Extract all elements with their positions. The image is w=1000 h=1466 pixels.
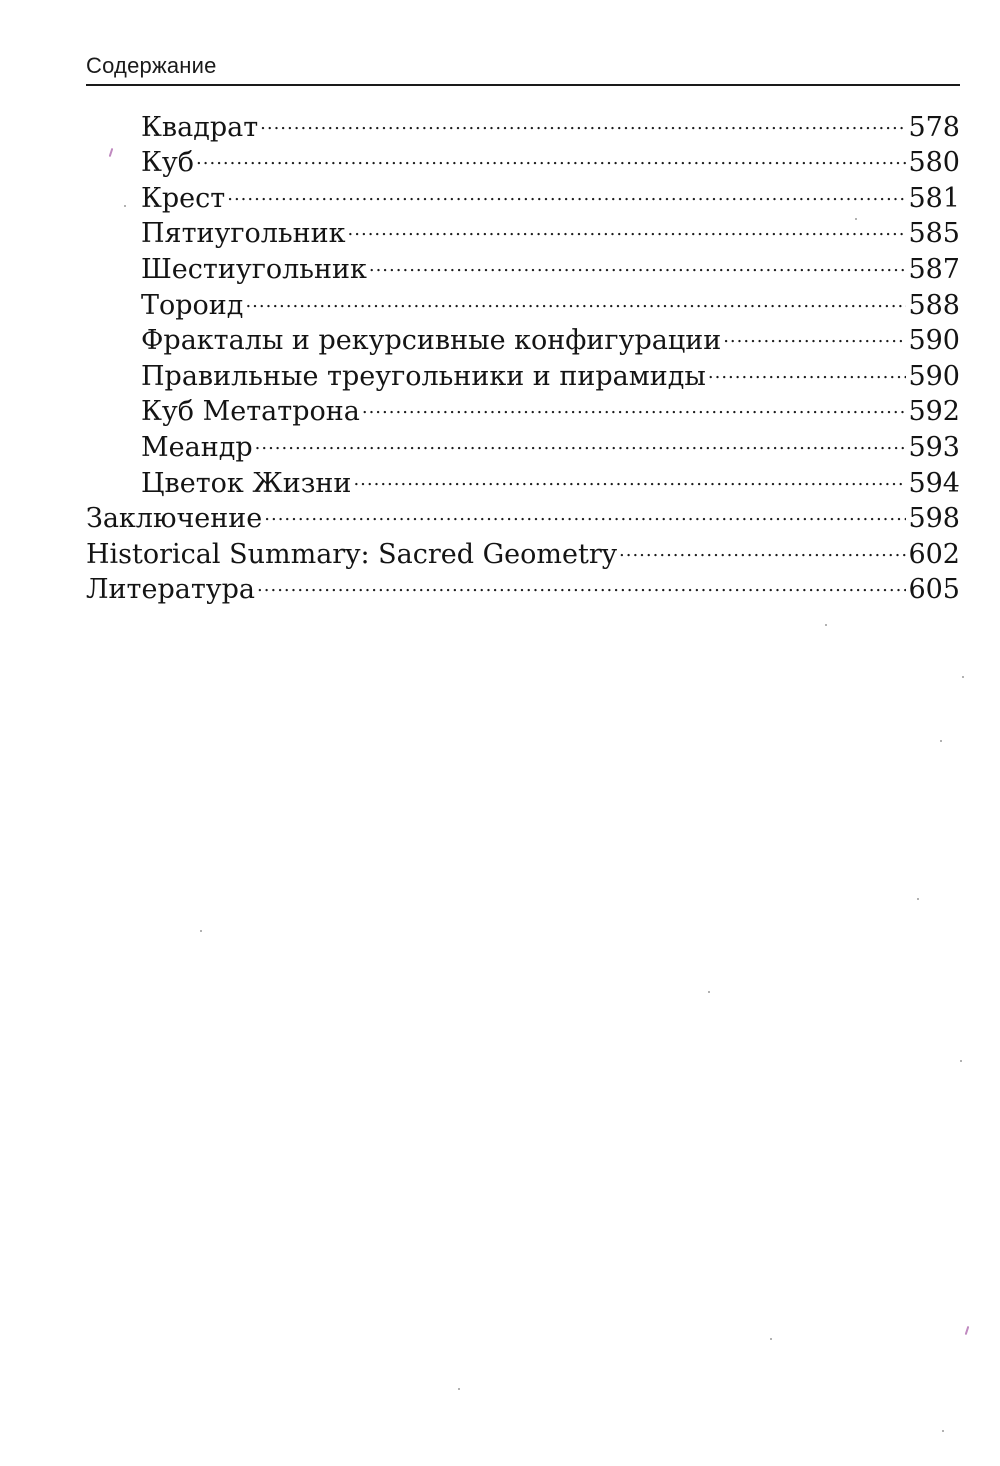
dot-leader xyxy=(245,278,906,314)
scan-speck xyxy=(708,991,710,993)
dot-leader xyxy=(227,171,906,207)
toc-entry-title: Цветок Жизни xyxy=(141,467,352,499)
dot-leader xyxy=(264,492,906,528)
dot-leader xyxy=(255,420,907,456)
toc-entry-title: Куб xyxy=(141,147,195,179)
dot-leader xyxy=(723,314,906,350)
header-rule xyxy=(86,84,960,86)
toc-entry-title: Пятиугольник xyxy=(141,218,346,250)
dot-leader xyxy=(260,100,906,136)
toc-entry-title: Крест xyxy=(141,182,226,214)
scan-speck xyxy=(962,676,964,678)
running-head: Содержание xyxy=(86,53,217,78)
scan-speck xyxy=(200,930,202,932)
scan-speck xyxy=(855,218,857,220)
toc-entry-page: 580 xyxy=(908,147,960,179)
toc-entry-page: 588 xyxy=(908,289,960,321)
table-of-contents xyxy=(86,100,960,606)
toc-entry-title: Квадрат xyxy=(141,111,259,143)
toc-entry-page: 602 xyxy=(908,538,960,570)
toc-entry-title: Фракталы и рекурсивные конфигурации xyxy=(141,325,722,357)
scan-mark xyxy=(965,1326,970,1335)
dot-leader xyxy=(362,385,907,421)
toc-entry-title: Historical Summary: Sacred Geometry xyxy=(86,538,618,570)
toc-entry-title: Тороид xyxy=(141,289,244,321)
toc-entry-page: 592 xyxy=(908,396,960,428)
toc-entry-page: 581 xyxy=(908,182,960,214)
dot-leader xyxy=(708,349,907,385)
toc-entry-title: Куб Метатрона xyxy=(141,396,360,428)
scan-speck xyxy=(960,1060,962,1062)
scan-speck xyxy=(458,1388,460,1390)
scan-speck xyxy=(124,205,126,207)
toc-entry xyxy=(86,100,960,143)
scan-speck xyxy=(917,898,919,900)
dot-leader xyxy=(257,563,906,599)
toc-entry-page: 585 xyxy=(908,218,960,250)
toc-entry-page: 593 xyxy=(908,431,960,463)
toc-entry xyxy=(86,136,960,179)
toc-entry-page: 578 xyxy=(908,111,960,143)
dot-leader xyxy=(353,456,906,492)
scan-speck xyxy=(770,1338,772,1340)
dot-leader xyxy=(619,527,906,563)
scan-speck xyxy=(940,740,942,742)
scan-speck xyxy=(942,1430,944,1432)
toc-entry-title: Литература xyxy=(86,574,256,606)
toc-entry-page: 590 xyxy=(908,325,960,357)
dot-leader xyxy=(196,136,906,172)
toc-entry-page: 590 xyxy=(908,360,960,392)
toc-entry-page: 594 xyxy=(908,467,960,499)
toc-entry-title: Шестиугольник xyxy=(141,253,367,285)
toc-entry-page: 605 xyxy=(908,574,960,606)
scan-speck xyxy=(825,624,827,626)
dot-leader xyxy=(369,242,907,278)
toc-entry-title: Правильные треугольники и пирамиды xyxy=(141,360,706,392)
toc-entry-title: Меандр xyxy=(141,431,253,463)
dot-leader xyxy=(348,207,907,243)
toc-entry xyxy=(86,171,960,214)
toc-entry-page: 587 xyxy=(908,253,960,285)
toc-entry-title: Заключение xyxy=(86,503,263,535)
toc-entry-page: 598 xyxy=(908,503,960,535)
